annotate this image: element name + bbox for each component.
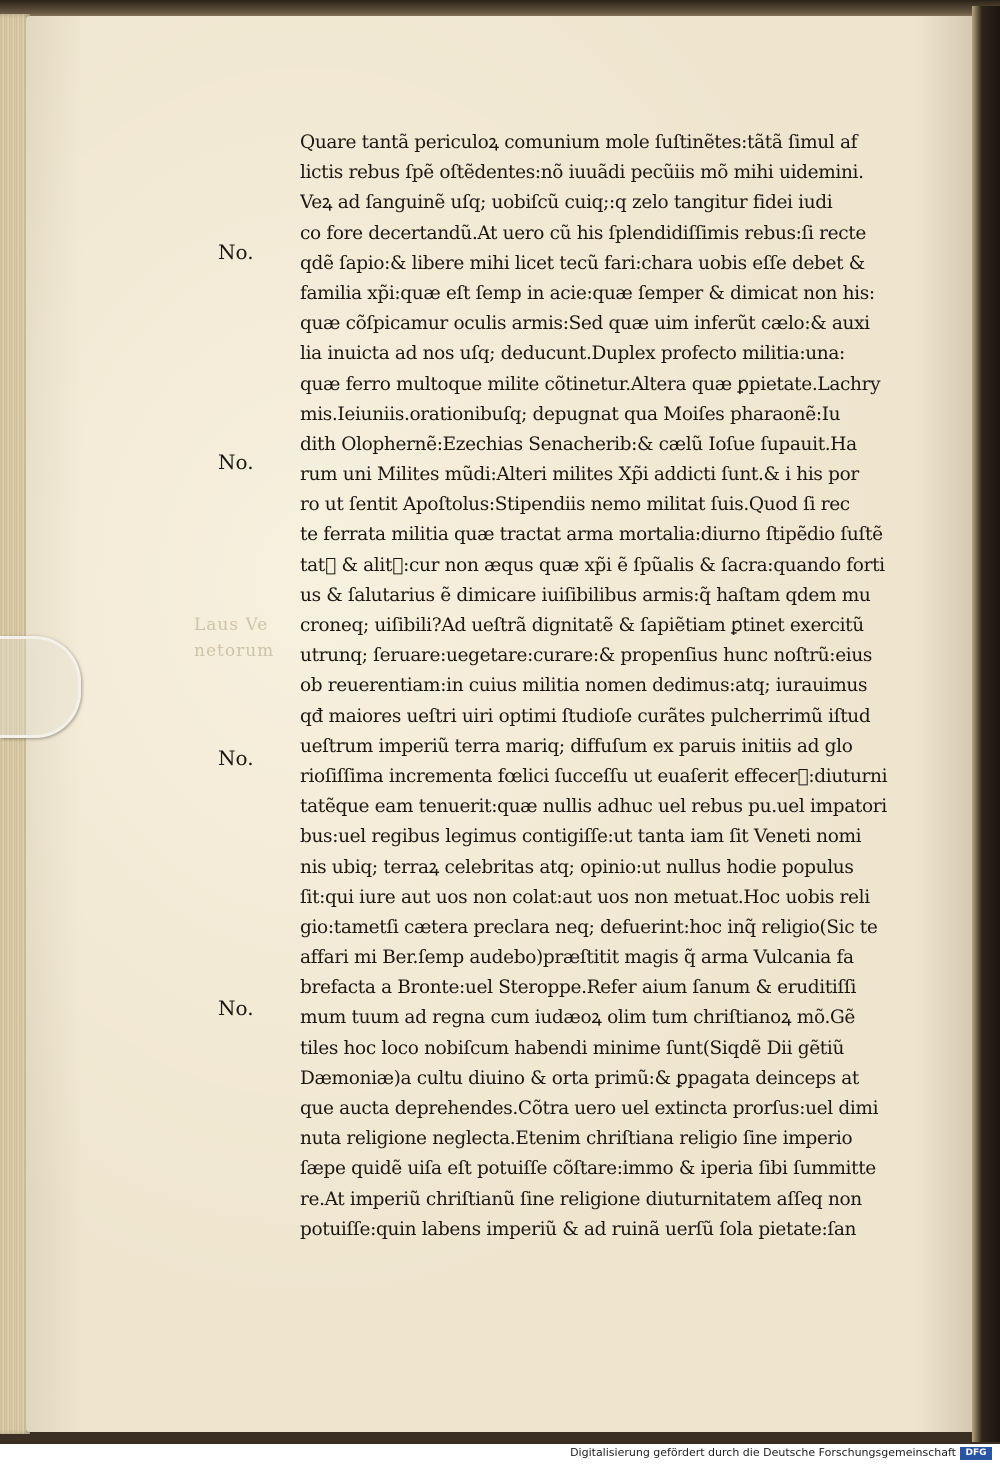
text-line: Veꝝ ad ſanguinẽ uſq; uobiſcũ cuiq;:q zelo tangitur fidei iudi [300, 192, 833, 214]
text-line: que aucta deprehendes.Cõtra uero uel extincta prorſus:uel dimi [300, 1098, 879, 1119]
text-line: tatẽque eam tenuerit:quæ nullis adhuc uel rebus pu.uel impatori [300, 796, 887, 818]
text-line: ſit:qui iure aut uos non colat:aut uos non metuat.Hoc uobis reli [300, 886, 870, 908]
text-line: Dæmoniæ)a cultu diuino & orta primũ:& ꝑpagata deinceps at [300, 1067, 860, 1089]
body-text [300, 128, 912, 1245]
text-line: lictis rebus ſpẽ oſtẽdentes:nõ iuuãdi pecũiis mõ mihi uidemini. [300, 162, 864, 184]
text-line: quæ cõſpicamur oculis armis:Sed quæ uim inferũt cælo:& auxi [300, 313, 870, 335]
text-line: dith Olophernẽ:Ezechias Senacherib:& cælũ Ioſue ſupauit.Ha [300, 433, 857, 455]
text-line: tat᷑ & alit᷑:cur non æqus quæ xp̃i ẽ ſpũalis & ſacra:quando forti [300, 554, 885, 576]
marginal-note: No. [218, 240, 254, 264]
text-line: ueſtrum imperiũ terra mariq; diffuſum ex paruis initiis ad glo [300, 735, 853, 757]
dfg-logo[interactable]: DFG [960, 1447, 992, 1460]
text-line: ſæpe quidẽ uiſa eſt potuiſſe cõſtare:immo & iperia ſibi ſummitte [300, 1158, 876, 1180]
show-through-line: Laus Ve [194, 615, 269, 635]
text-line: qdẽ ſapio:& libere mihi licet tecũ fari:chara uobis eſſe debet & [300, 252, 865, 274]
text-line: quæ ferro multoque milite cõtinetur.Altera quæ ꝑpietate.Lachry [300, 373, 881, 395]
funding-credit: Digitalisierung gefördert durch die Deutsche Forschungsgemeinschaft [570, 1446, 956, 1459]
text-line: rioſiſſima incrementa fœlici ſucceſſu ut euaſerit effecer᷑:diuturni [300, 765, 888, 787]
text-line: mis.Ieiuniis.orationibuſq; depugnat qua Moiſes pharaonẽ:Iu [300, 403, 841, 425]
text-line: bus:uel regibus legimus contigiſſe:ut tanta iam ſit Veneti nomi [300, 826, 862, 848]
show-through-line: netorum [194, 641, 275, 661]
show-through-note [194, 612, 284, 664]
footer-bar [0, 1444, 1000, 1464]
text-line: gio:tametſi cætera preclara neq; defuerint:hoc inq̃ religio(Sic te [300, 916, 878, 938]
text-line: qđ maiores ueſtri uiri optimi ſtudioſe curãtes pulcherrimũ iſtud [300, 705, 871, 727]
text-line: affari mi Ber.ſemp audebo)præſtitit magis q̃ arma Vulcania fa [300, 947, 854, 969]
text-line: familia xp̃i:quæ eſt ſemp in acie:quæ ſemper & dimicat non his: [300, 282, 875, 304]
text-line: ro ut ſentit Apoſtolus:Stipendiis nemo militat ſuis.Quod ſi rec [300, 494, 850, 516]
text-line: tiles hoc loco nobiſcum habendi minime ſunt(Siqdẽ Dii gẽtiũ [300, 1037, 845, 1059]
text-line: nuta religione neglecta.Etenim chriſtiana religio ſine imperio [300, 1128, 853, 1150]
text-line: Quare tantã periculoꝝ comunium mole ſuſtinẽtes:tãtã ſimul af [300, 132, 858, 153]
marginal-note: No. [218, 450, 254, 474]
text-line: te ferrata militia quæ tractat arma mortalia:diurno ſtipẽdio ſuſtẽ [300, 524, 883, 546]
text-line: brefacta a Bronte:uel Steroppe.Refer aium ſanum & eruditiſſi [300, 977, 857, 999]
text-line: nis ubiq; terraꝝ celebritas atq; opinio:ut nullus hodie populus [300, 856, 854, 878]
book-gutter-shadow [972, 6, 1000, 1442]
text-line: utrunq; ſeruare:uegetare:curare:& propenſius hunc noſtrũ:eius [300, 645, 873, 667]
text-line: lia inuicta ad nos uſq; deducunt.Duplex profecto militia:una: [300, 343, 845, 365]
text-line: co fore decertandũ.At uero cũ his ſplendidiſſimis rebus:ſi recte [300, 222, 866, 244]
marginal-note: No. [218, 996, 254, 1020]
text-line: re.At imperiũ chriſtianũ ſine religione diuturnitatem aſſeq non [300, 1188, 862, 1210]
marginal-note: No. [218, 746, 254, 770]
text-line: ob reuerentiam:in cuius militia nomen dedimus:atq; iurauimus [300, 675, 868, 697]
page-clip [0, 636, 81, 738]
text-line: rum uni Milites mũdi:Alteri milites Xp̃i addicti ſunt.& i his por [300, 464, 859, 486]
text-line: mum tuum ad regna cum iudæoꝝ olim tum chriſtianoꝝ mõ.Gẽ [300, 1007, 856, 1029]
text-line: potuiſſe:quin labens imperiũ & ad ruinã uerſũ ſola pietate:ſan [300, 1218, 857, 1240]
text-line: croneq; uiſibili?Ad ueſtrã dignitatẽ & ſapiẽtiam ꝑtinet exercitũ [300, 615, 864, 636]
text-line: us & ſalutarius ẽ dimicare iuiſibilibus armis:q̃ haſtam qdem mu [300, 584, 871, 606]
